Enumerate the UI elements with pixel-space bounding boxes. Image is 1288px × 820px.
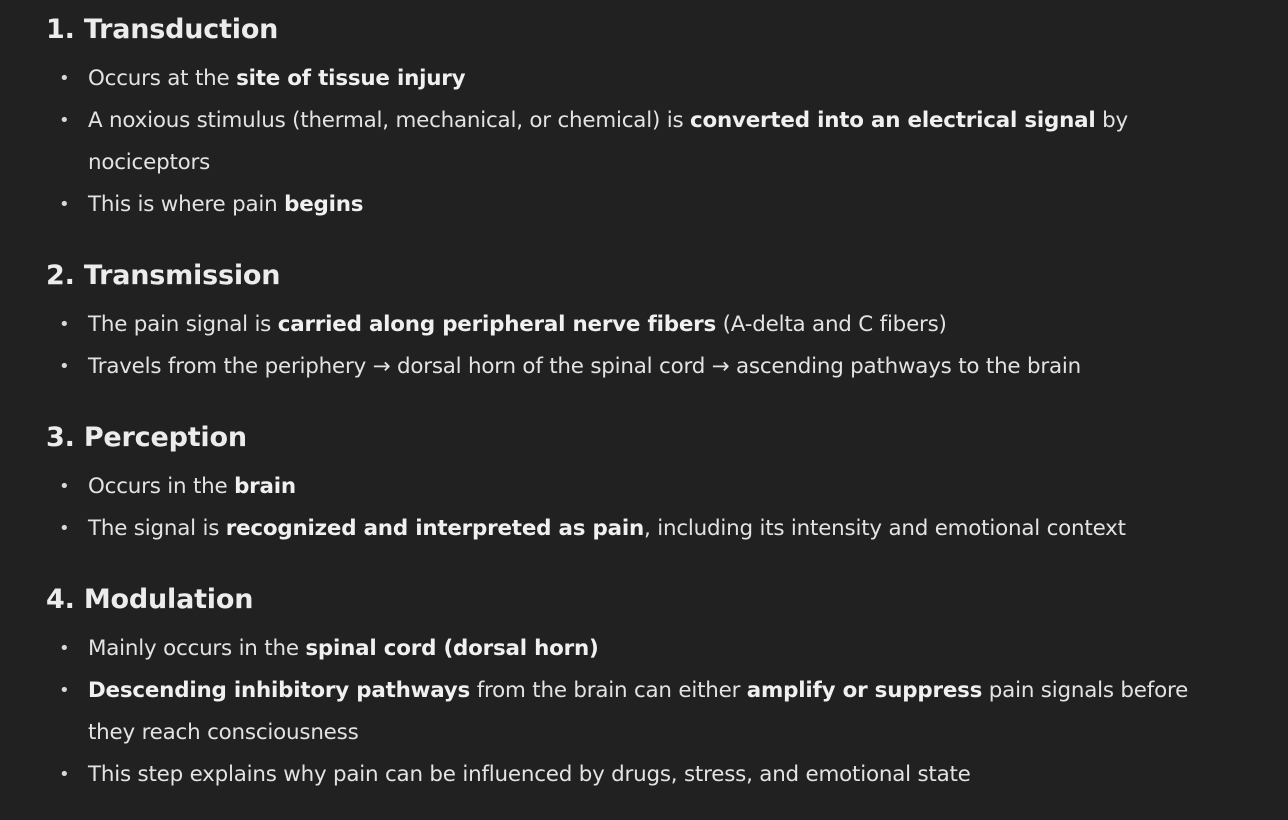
text-run: This step explains why pain can be influenced by drugs, stress, and emotional state	[88, 762, 971, 787]
list-item	[46, 508, 1228, 550]
text-run: The pain signal is	[88, 312, 278, 337]
bold-text-run: brain	[234, 474, 296, 499]
section-heading: 3. Perception	[46, 422, 247, 453]
section-transduction	[46, 12, 1228, 226]
bullet-list	[46, 628, 1228, 796]
list-item	[46, 304, 1228, 346]
section-transmission	[46, 258, 1228, 388]
section-heading: 2. Transmission	[46, 260, 281, 291]
text-run: Travels from the periphery → dorsal horn of the spinal cord → ascending pathways to the brain	[88, 354, 1081, 379]
text-run: Occurs in the	[88, 474, 235, 499]
text-run: pain signals before they reach consciousness	[88, 678, 1189, 745]
text-run: by nociceptors	[88, 108, 1128, 175]
section-modulation	[46, 582, 1228, 796]
bullet-icon: •	[59, 314, 70, 335]
section-heading: 1. Transduction	[46, 14, 279, 45]
list-item	[46, 346, 1228, 388]
bold-text-run: site of tissue injury	[236, 66, 466, 91]
bullet-list	[46, 58, 1228, 226]
bullet-icon: •	[59, 680, 70, 701]
bullet-icon: •	[59, 110, 70, 131]
text-run: A noxious stimulus (thermal, mechanical, or chemical) is	[88, 108, 690, 133]
text-run: , including its intensity and emotional context	[644, 516, 1126, 541]
text-run: Occurs at the	[88, 66, 237, 91]
text-run: from the brain can either	[470, 678, 747, 703]
bullet-icon: •	[59, 194, 70, 215]
bullet-list	[46, 304, 1228, 388]
bullet-icon: •	[59, 764, 70, 785]
bullet-icon: •	[59, 356, 70, 377]
bold-text-run: begins	[284, 192, 364, 217]
section-heading: 4. Modulation	[46, 584, 254, 615]
bold-text-run: carried along peripheral nerve fibers	[277, 312, 717, 337]
list-item	[46, 100, 1228, 184]
bold-text-run: Descending inhibitory pathways	[88, 678, 471, 703]
list-item	[46, 466, 1228, 508]
section-perception	[46, 420, 1228, 550]
list-item	[46, 184, 1228, 226]
text-run: Mainly occurs in the	[88, 636, 306, 661]
text-run: This is where pain	[88, 192, 285, 217]
bullet-icon: •	[59, 68, 70, 89]
bullet-list	[46, 466, 1228, 550]
list-item	[46, 670, 1228, 754]
bullet-icon: •	[59, 476, 70, 497]
bold-text-run: amplify or suppress	[746, 678, 983, 703]
text-run: (A-delta and C fibers)	[716, 312, 947, 337]
list-item	[46, 628, 1228, 670]
bullet-icon: •	[59, 638, 70, 659]
bullet-icon: •	[59, 518, 70, 539]
bold-text-run: recognized and interpreted as pain	[225, 516, 645, 541]
bold-text-run: converted into an electrical signal	[690, 108, 1096, 133]
text-run: The signal is	[88, 516, 226, 541]
list-item	[46, 58, 1228, 100]
bold-text-run: spinal cord (dorsal horn)	[305, 636, 599, 661]
list-item	[46, 754, 1228, 796]
